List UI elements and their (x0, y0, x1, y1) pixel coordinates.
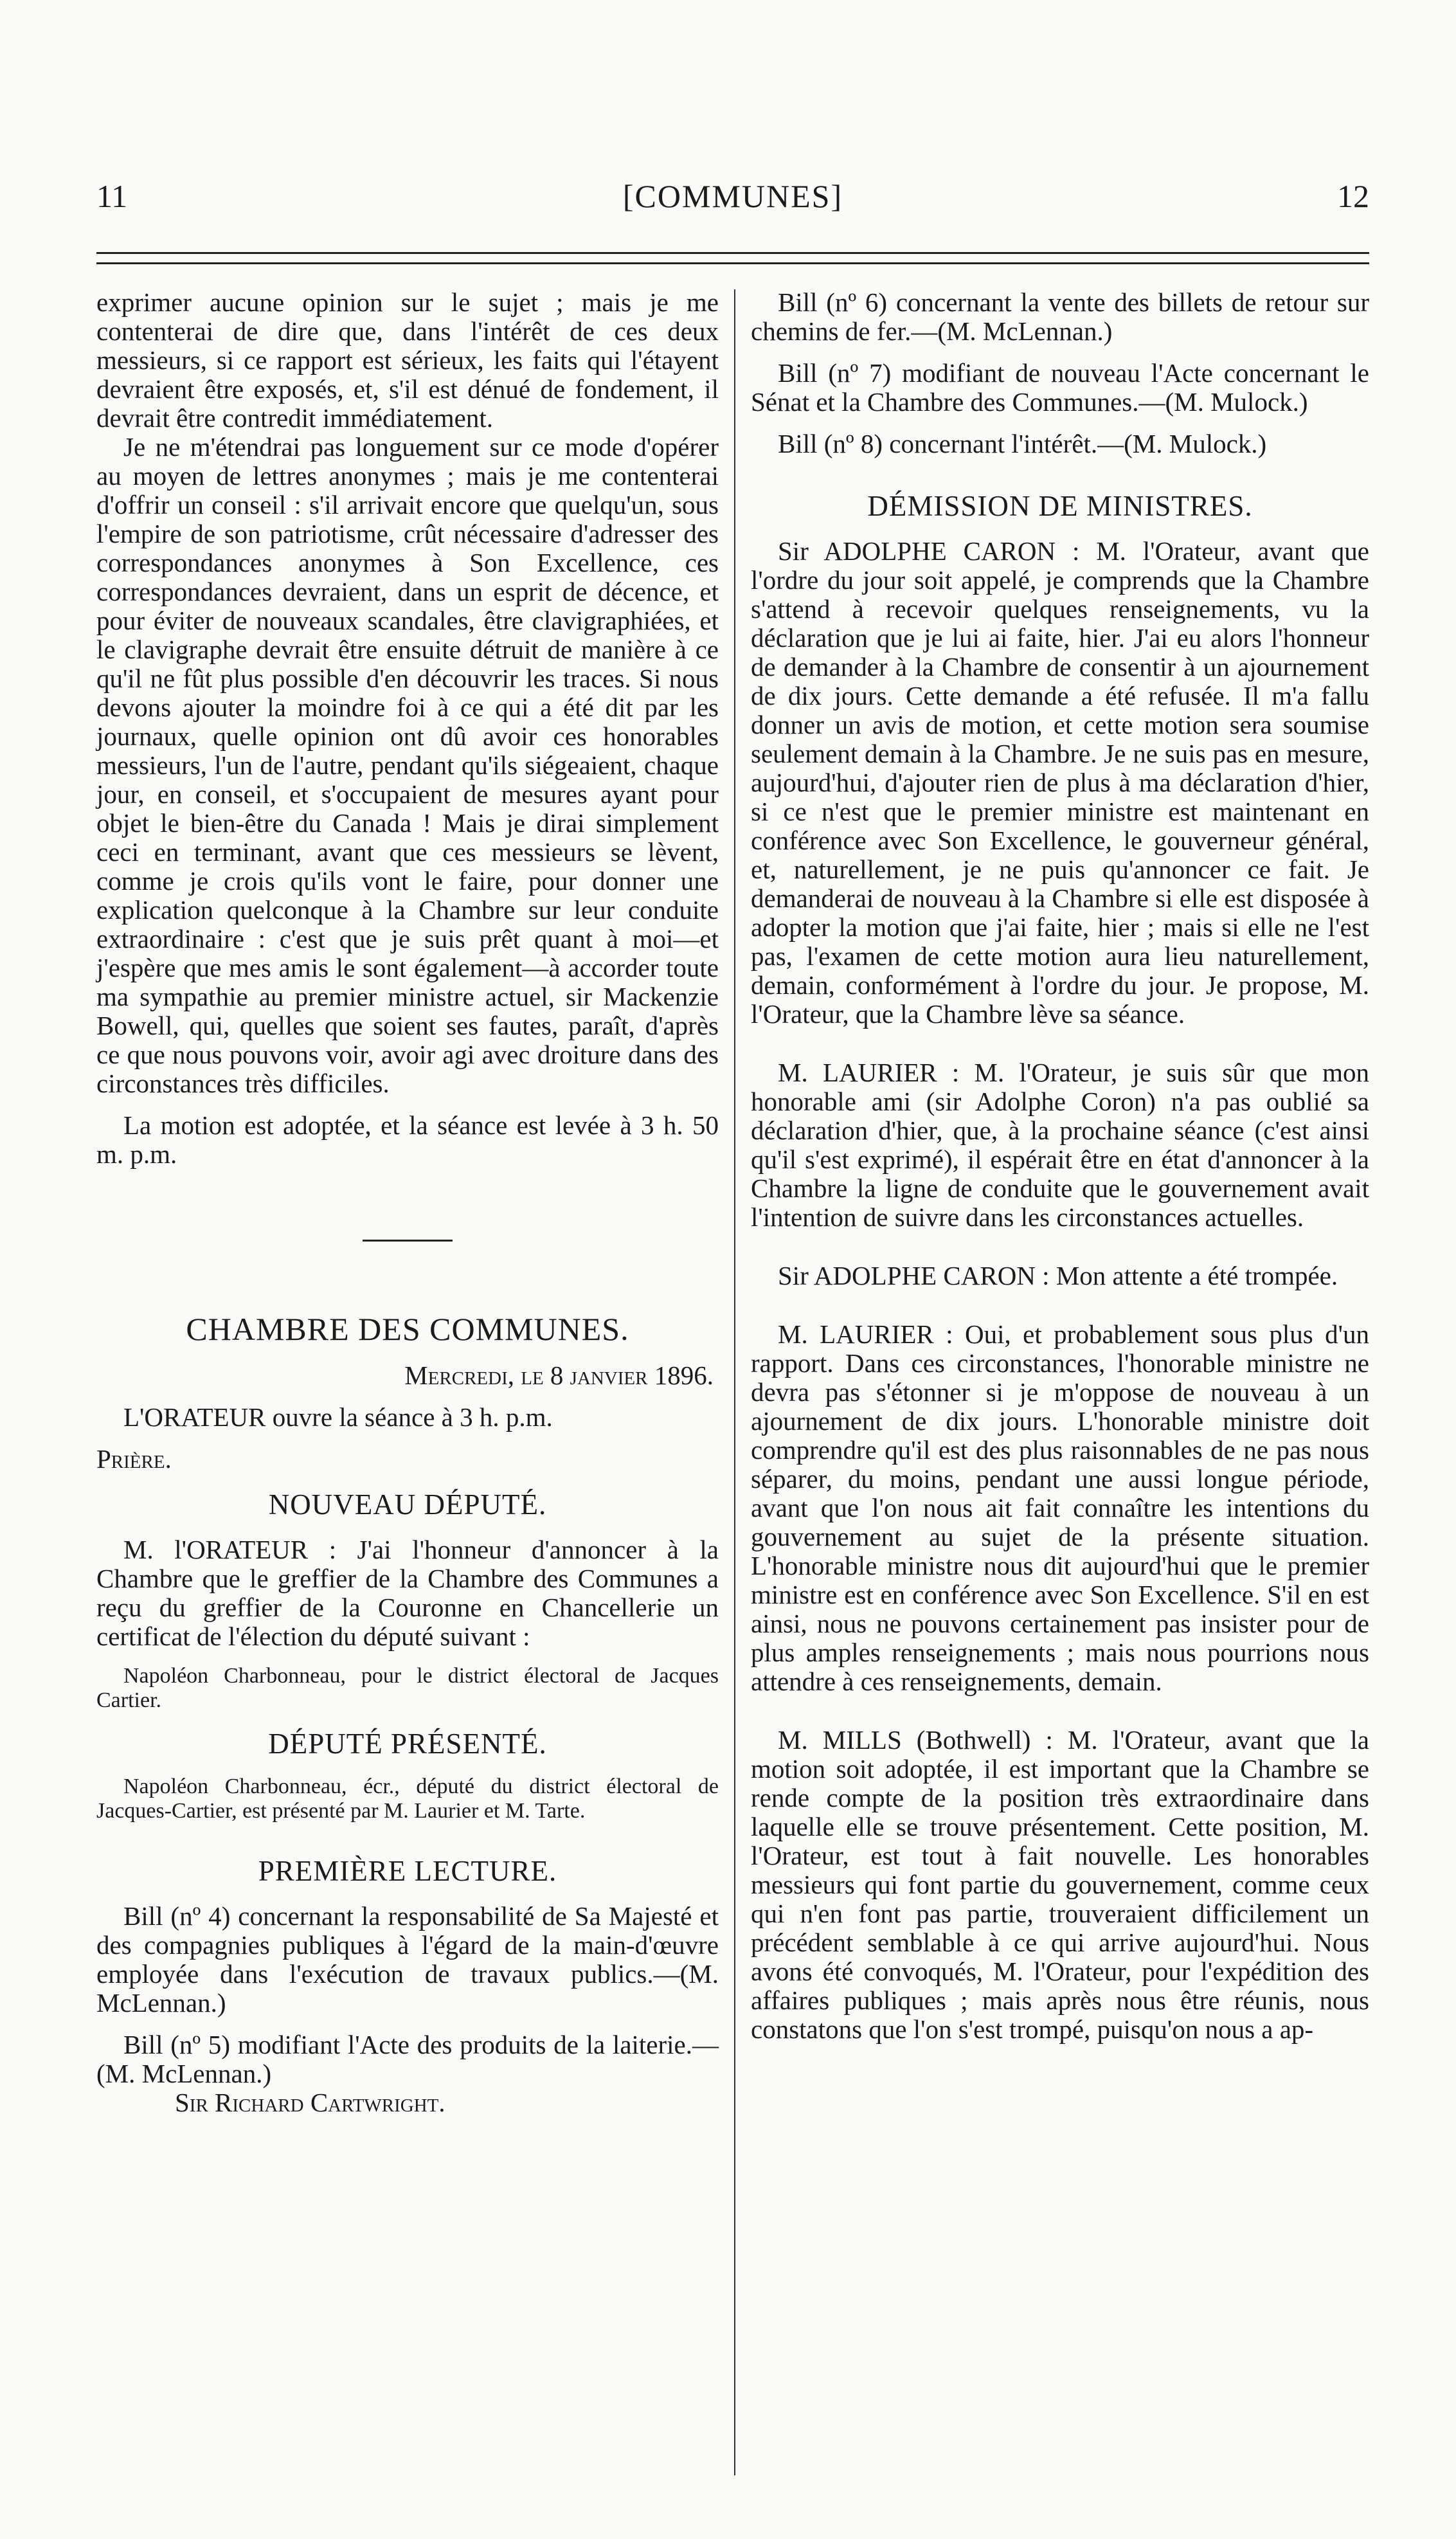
page-header (96, 177, 1369, 229)
charbonneau-elected: Napoléon Charbonneau, pour le district électoral de Jacques Cartier. (96, 1664, 719, 1712)
session-date: Mercredi, le 8 janvier 1896. (404, 1360, 714, 1390)
demission-heading: DÉMISSION DE MINISTRES. (867, 490, 1253, 522)
caron-speech-1: Sir ADOLPHE CARON : M. l'Orateur, avant que l'ordre du jour soit appelé, je comprends que la Chambre s'attend à recevoir quelques renseignements, vu la déclaration que je lui ai faite, hier. J'ai eu alors l'honneur de demander à la Chambre de consentir à un ajournement de dix jours. Cette demande a été refusée. Il m'a fallu donner un avis de motion, et cette motion sera soumise seulement demain à la Chambre. Je ne suis pas en mesure, aujourd'hui, d'ajouter rien de plus à ma déclaration d'hier, si ce n'est que le premier ministre est maintenant en conférence avec Son Excellence, le gouverneur général, et, naturellement, je ne puis qu'annoncer ce fait. Je demanderai de nouveau à la Chambre si elle est disposée à adopter la motion que j'ai faite, hier ; mais si elle ne l'est pas, l'examen de cette motion aura lieu naturellement, demain, conformément à l'ordre du jour. Je propose, M. l'Orateur, que la Chambre lève sa séance. (751, 536, 1369, 1029)
column-divider (734, 289, 735, 2475)
header-rule-bottom (96, 262, 1369, 264)
orateur-opens: L'ORATEUR ouvre la séance à 3 h. p.m. (123, 1402, 553, 1432)
cartwright-signature: Sir Richard Cartwright. (175, 2088, 445, 2117)
right-column (751, 288, 1369, 2044)
mills-speech: M. MILLS (Bothwell) : M. l'Orateur, avant que la motion soit adoptée, il est important que la Chambre se rende compte de la position très extraordinaire dans laquelle elle se trouve présentement. Cette position, M. l'Orateur, est tout à fait nouvelle. Les honorables messieurs qui font partie du gouvernement, comme ceux qui n'en font pas partie, trouveraient difficilement un précédent semblable à ce qui arrive aujourd'hui. Nous avons été convoqués, M. l'Orateur, pour l'expédition des affaires publiques ; mais après nous être réunis, nous constatons que l'on s'est trompé, puisqu'on nous a ap- (751, 1725, 1369, 2044)
caron-speech-2: Sir ADOLPHE CARON : Mon attente a été trompée. (778, 1261, 1338, 1290)
page-number-right: 12 (1337, 178, 1369, 214)
laurier-speech-2: M. LAURIER : Oui, et probablement sous plus d'un rapport. Dans ces circonstances, l'honorable ministre ne devra pas s'étonner si je m'oppose de nouveau à un ajournement de dix jours. L'honorable ministre doit comprendre qu'il est des plus raisonnables de ne pas nous séparer, du moins, pendant une aussi longue période, avant que l'on nous ait fait connaître les intentions du gouvernement au sujet de la présente situation. L'honorable ministre nous dit aujourd'hui que le premier ministre est en conférence avec Son Excellence. S'il en est ainsi, nous ne pouvons certainement pas insister pour de plus amples renseignements ; mais nous pourrions nous attendre à ces renseignements, demain. (751, 1319, 1369, 1696)
laurier-speech-1: M. LAURIER : M. l'Orateur, je suis sûr que mon honorable ami (sir Adolphe Coron) n'a pas oublié sa déclaration d'hier, que, à la prochaine séance (c'est ainsi qu'il s'est exprimé), il espérait être en état d'annoncer à la Chambre la ligne de conduite que le gouvernement avait l'intention de suivre dans les circonstances actuelles. (751, 1058, 1369, 1232)
depute-presente-heading: DÉPUTÉ PRÉSENTÉ. (268, 1728, 547, 1760)
nouveau-depute-heading: NOUVEAU DÉPUTÉ. (268, 1488, 547, 1521)
running-title: [COMMUNES] (622, 178, 843, 214)
priere: Prière. (96, 1444, 172, 1474)
bill-4: Bill (nº 4) concernant la responsabilité de Sa Majesté et des compagnies publiques à l'égard de la main-d'œuvre employée dans l'exécution de travaux publics.—(M. McLennan.) (96, 1901, 719, 2018)
chamber-title: CHAMBRE DES COMMUNES. (186, 1311, 629, 1347)
nouveau-depute-text: M. l'ORATEUR : J'ai l'honneur d'annoncer à la Chambre que le greffier de la Chambre des Communes a reçu du greffier de la Couronne en Chancellerie un certificat de l'élection du député suivant : (96, 1535, 719, 1651)
bill-7: Bill (nº 7) modifiant de nouveau l'Acte concernant le Sénat et la Chambre des Communes.—(M. Mulock.) (751, 358, 1369, 417)
premiere-lecture-heading: PREMIÈRE LECTURE. (258, 1855, 557, 1887)
motion-adopted: La motion est adoptée, et la séance est levée à 3 h. 50 m. p.m. (96, 1110, 719, 1169)
bill-8: Bill (nº 8) concernant l'intérêt.—(M. Mulock.) (778, 429, 1267, 458)
paragraph-continued: exprimer aucune opinion sur le sujet ; mais je me contenterai de dire que, dans l'intérêt de ces deux messieurs, si ce rapport est sérieux, les faits qui l'étayent devraient être exposés, et, s'il est dénué de fondement, il devrait être contredit immédiatement. (96, 287, 719, 433)
paragraph-anonymous-letters: Je ne m'étendrai pas longuement sur ce mode d'opérer au moyen de lettres anonymes ; mais je me contenterai d'offrir un conseil : s'il arrivait encore que quelqu'un, sous l'empire de son patriotisme, crût nécessaire d'adresser des correspondances anonymes à Son Excellence, ces correspondances devraient, dans un esprit de décence, et pour éviter de nouveaux scandales, être clavigraphiées, et le clavigraphe devrait être ensuite détruit de manière à ce qu'il ne fût plus possible d'en découvrir les traces. Si nous devons ajouter la moindre foi à ce qui a été dit par les journaux, quelle opinion ont dû avoir ces honorables messieurs, l'un de l'autre, pendant qu'ils siégeaient, chaque jour, en conseil, et s'occupaient de mesures ayant pour objet le bien-être du Canada ! Mais je dirai simplement ceci en terminant, avant que ces messieurs se lèvent, comme je crois qu'ils vont le faire, pour donner une explication quelconque à la Chambre sur leur conduite extraordinaire : c'est que je suis prêt quant à moi—et j'espère que mes amis le sont également—à accorder toute ma sympathie au premier ministre actuel, sir Mackenzie Bowell, qui, quelles que soient ses fautes, paraît, d'après ce que nous pouvons voir, avoir agi avec droiture dans des circonstances très difficiles. (96, 432, 719, 1098)
header-rule-top (96, 252, 1369, 254)
left-column (96, 288, 719, 2117)
page-number-left: 11 (96, 178, 128, 214)
bill-6: Bill (nº 6) concernant la vente des billets de retour sur chemins de fer.—(M. McLennan.) (751, 287, 1369, 346)
charbonneau-presented: Napoléon Charbonneau, écr., député du district électoral de Jacques-Cartier, est présenté par M. Laurier et M. Tarte. (96, 1775, 719, 1823)
bill-5: Bill (nº 5) modifiant l'Acte des produits de la laiterie.—(M. McLennan.) (96, 2030, 719, 2088)
